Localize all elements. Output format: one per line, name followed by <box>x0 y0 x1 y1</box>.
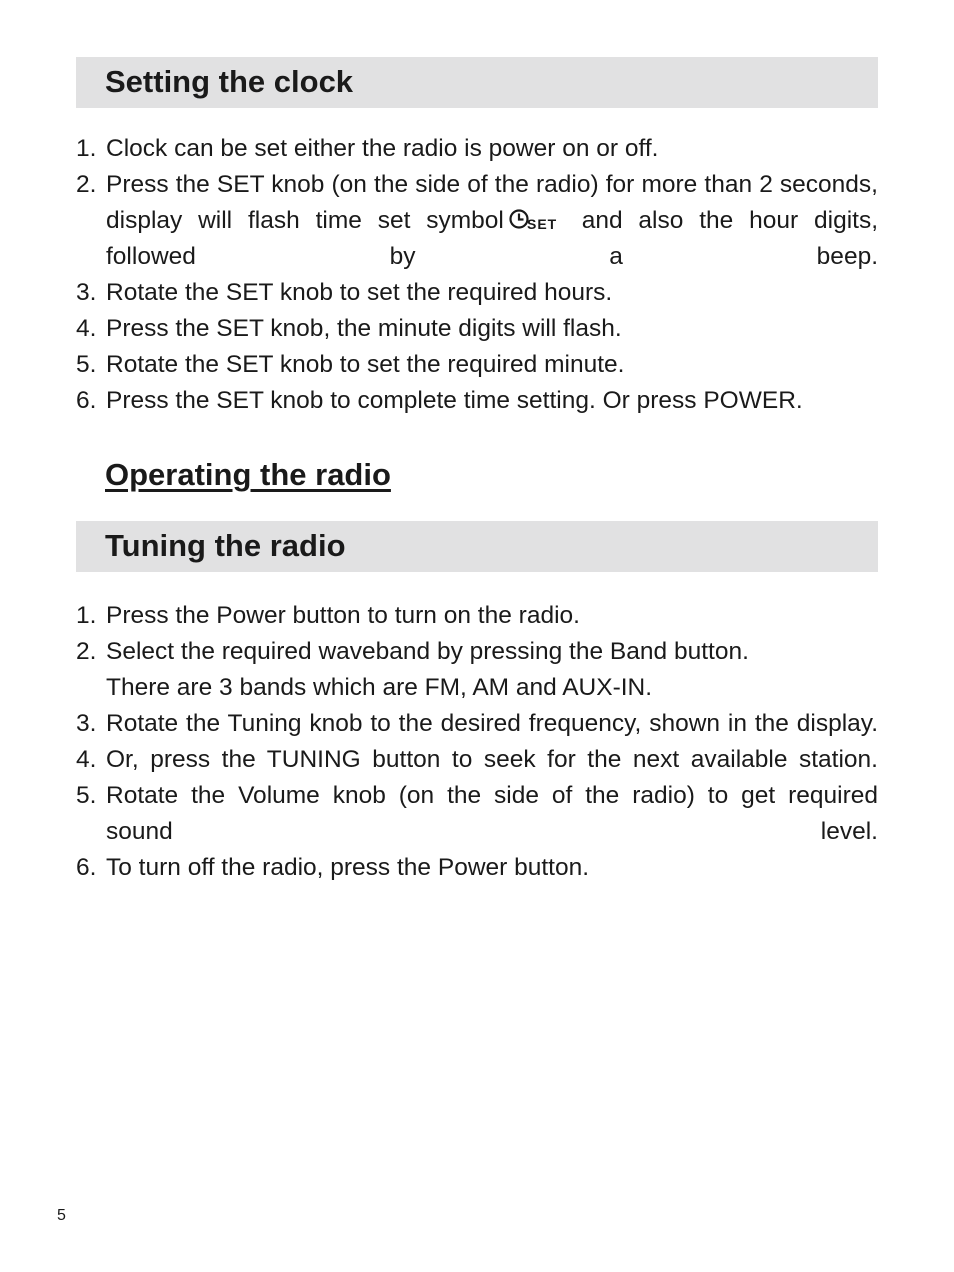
step-number: 2. <box>76 638 97 665</box>
step-text: Rotate the Volume knob (on the side of the radio) to get required sound level. <box>106 782 878 845</box>
section-title-setting-clock: Setting the clock <box>105 64 354 99</box>
step-text <box>106 167 878 275</box>
step-number: 2. <box>76 171 97 198</box>
step-number: 5. <box>76 351 97 378</box>
step-text: Rotate the SET knob to set the required hours. <box>106 279 613 306</box>
section-title-tuning-radio: Tuning the radio <box>105 528 346 563</box>
list-item <box>76 850 878 886</box>
step-text: Press the Power button to turn on the radio. <box>106 602 580 629</box>
list-item <box>76 634 878 706</box>
step-number: 4. <box>76 746 97 773</box>
step-text: Clock can be set either the radio is power on or off. <box>106 135 659 162</box>
step-number: 6. <box>76 854 97 881</box>
step-text: Rotate the SET knob to set the required minute. <box>106 351 625 378</box>
clock-steps-list <box>76 131 878 419</box>
step-number: 5. <box>76 782 97 809</box>
step-number: 3. <box>76 279 97 306</box>
list-item <box>76 383 878 419</box>
operating-radio-heading: Operating the radio <box>105 457 391 492</box>
step-text: Press the SET knob to complete time setting. Or press POWER. <box>106 387 803 414</box>
step-text-before-symbol: Press the SET knob (on the side of the radio) for more than 2 seconds, display will flash time set symbol <box>106 171 878 234</box>
clock-set-icon <box>508 208 564 232</box>
tuning-steps-list <box>76 598 878 886</box>
list-item <box>76 742 878 778</box>
step-number: 1. <box>76 602 97 629</box>
page-number: 5 <box>57 1207 66 1224</box>
list-item <box>76 167 878 275</box>
step-text-after-symbol: and also the hour digits, followed by a beep. <box>106 207 878 270</box>
step-text: Press the SET knob, the minute digits will flash. <box>106 315 622 342</box>
list-item <box>76 598 878 634</box>
step-number: 4. <box>76 315 97 342</box>
step-number: 6. <box>76 387 97 414</box>
step-text-continued: There are 3 bands which are FM, AM and AUX-IN. <box>106 674 653 701</box>
list-item <box>76 311 878 347</box>
step-number: 1. <box>76 135 97 162</box>
list-item <box>76 778 878 850</box>
section-header-setting-clock <box>76 57 878 108</box>
list-item <box>76 131 878 167</box>
step-text: Or, press the TUNING button to seek for the next available station. <box>106 746 878 773</box>
list-item <box>76 706 878 742</box>
list-item <box>76 275 878 311</box>
step-text: To turn off the radio, press the Power button. <box>106 854 590 881</box>
list-item <box>76 347 878 383</box>
step-number: 3. <box>76 710 97 737</box>
clock-set-icon-label: SET <box>526 216 558 232</box>
section-header-tuning-radio <box>76 521 878 572</box>
step-text: Select the required waveband by pressing the Band button. <box>106 638 749 665</box>
step-text: Rotate the Tuning knob to the desired frequency, shown in the display. <box>106 710 878 737</box>
